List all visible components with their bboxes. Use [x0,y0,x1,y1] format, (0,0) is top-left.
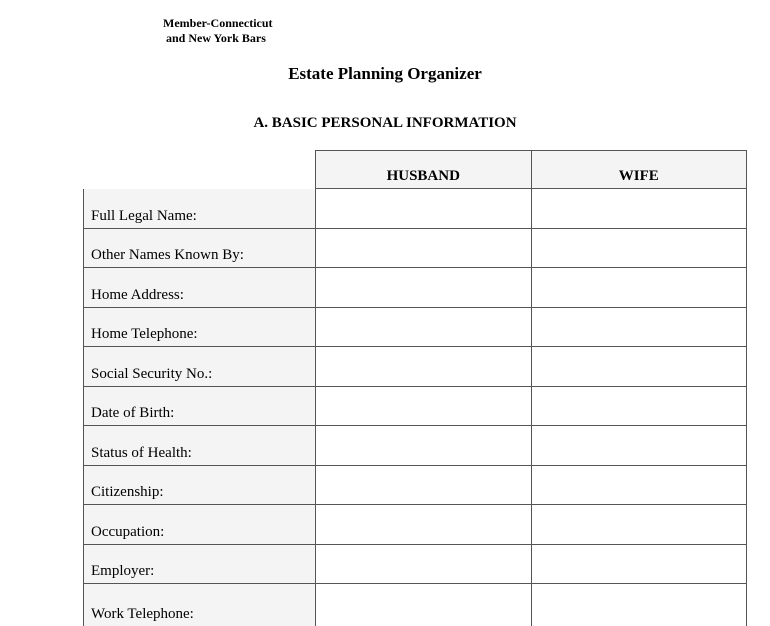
table-row [83,387,747,427]
member-line-1: Member-Connecticut [163,16,273,30]
row-label-employer: Employer: [83,545,315,584]
husband-home-telephone-field[interactable] [315,308,531,347]
column-header-husband: HUSBAND [386,168,460,184]
row-label-full-legal-name: Full Legal Name: [83,189,315,228]
husband-employer-field[interactable] [315,545,531,584]
bar-membership-note [163,16,273,46]
table-row [83,505,747,545]
member-line-2: and New York Bars [166,31,266,45]
table-row [83,308,747,348]
row-label-other-names: Other Names Known By: [83,229,315,268]
row-label-citizenship: Citizenship: [83,466,315,505]
info-table [83,189,747,626]
row-label-occupation: Occupation: [83,505,315,544]
row-label-home-address: Home Address: [83,268,315,307]
row-label-home-telephone: Home Telephone: [83,308,315,347]
table-row [83,426,747,466]
husband-date-of-birth-field[interactable] [315,387,531,426]
wife-home-address-field[interactable] [531,268,748,307]
table-row [83,545,747,585]
husband-home-address-field[interactable] [315,268,531,307]
document-title: Estate Planning Organizer [288,64,482,83]
wife-social-security-field[interactable] [531,347,748,386]
row-label-social-security: Social Security No.: [83,347,315,386]
section-heading: A. BASIC PERSONAL INFORMATION [253,115,517,131]
husband-status-of-health-field[interactable] [315,426,531,465]
row-label-work-telephone: Work Telephone: [83,584,315,626]
table-row [83,466,747,506]
table-header [315,150,747,189]
wife-home-telephone-field[interactable] [531,308,748,347]
row-label-date-of-birth: Date of Birth: [83,387,315,426]
wife-date-of-birth-field[interactable] [531,387,748,426]
table-row [83,189,747,229]
husband-occupation-field[interactable] [315,505,531,544]
wife-employer-field[interactable] [531,545,748,584]
column-header-wife: WIFE [531,151,747,188]
wife-occupation-field[interactable] [531,505,748,544]
wife-citizenship-field[interactable] [531,466,748,505]
wife-other-names-field[interactable] [531,229,748,268]
table-row [83,347,747,387]
wife-full-legal-name-field[interactable] [531,189,748,228]
table-row [83,229,747,269]
wife-status-of-health-field[interactable] [531,426,748,465]
row-label-status-of-health: Status of Health: [83,426,315,465]
husband-other-names-field[interactable] [315,229,531,268]
husband-full-legal-name-field[interactable] [315,189,531,228]
husband-citizenship-field[interactable] [315,466,531,505]
table-row [83,268,747,308]
husband-social-security-field[interactable] [315,347,531,386]
